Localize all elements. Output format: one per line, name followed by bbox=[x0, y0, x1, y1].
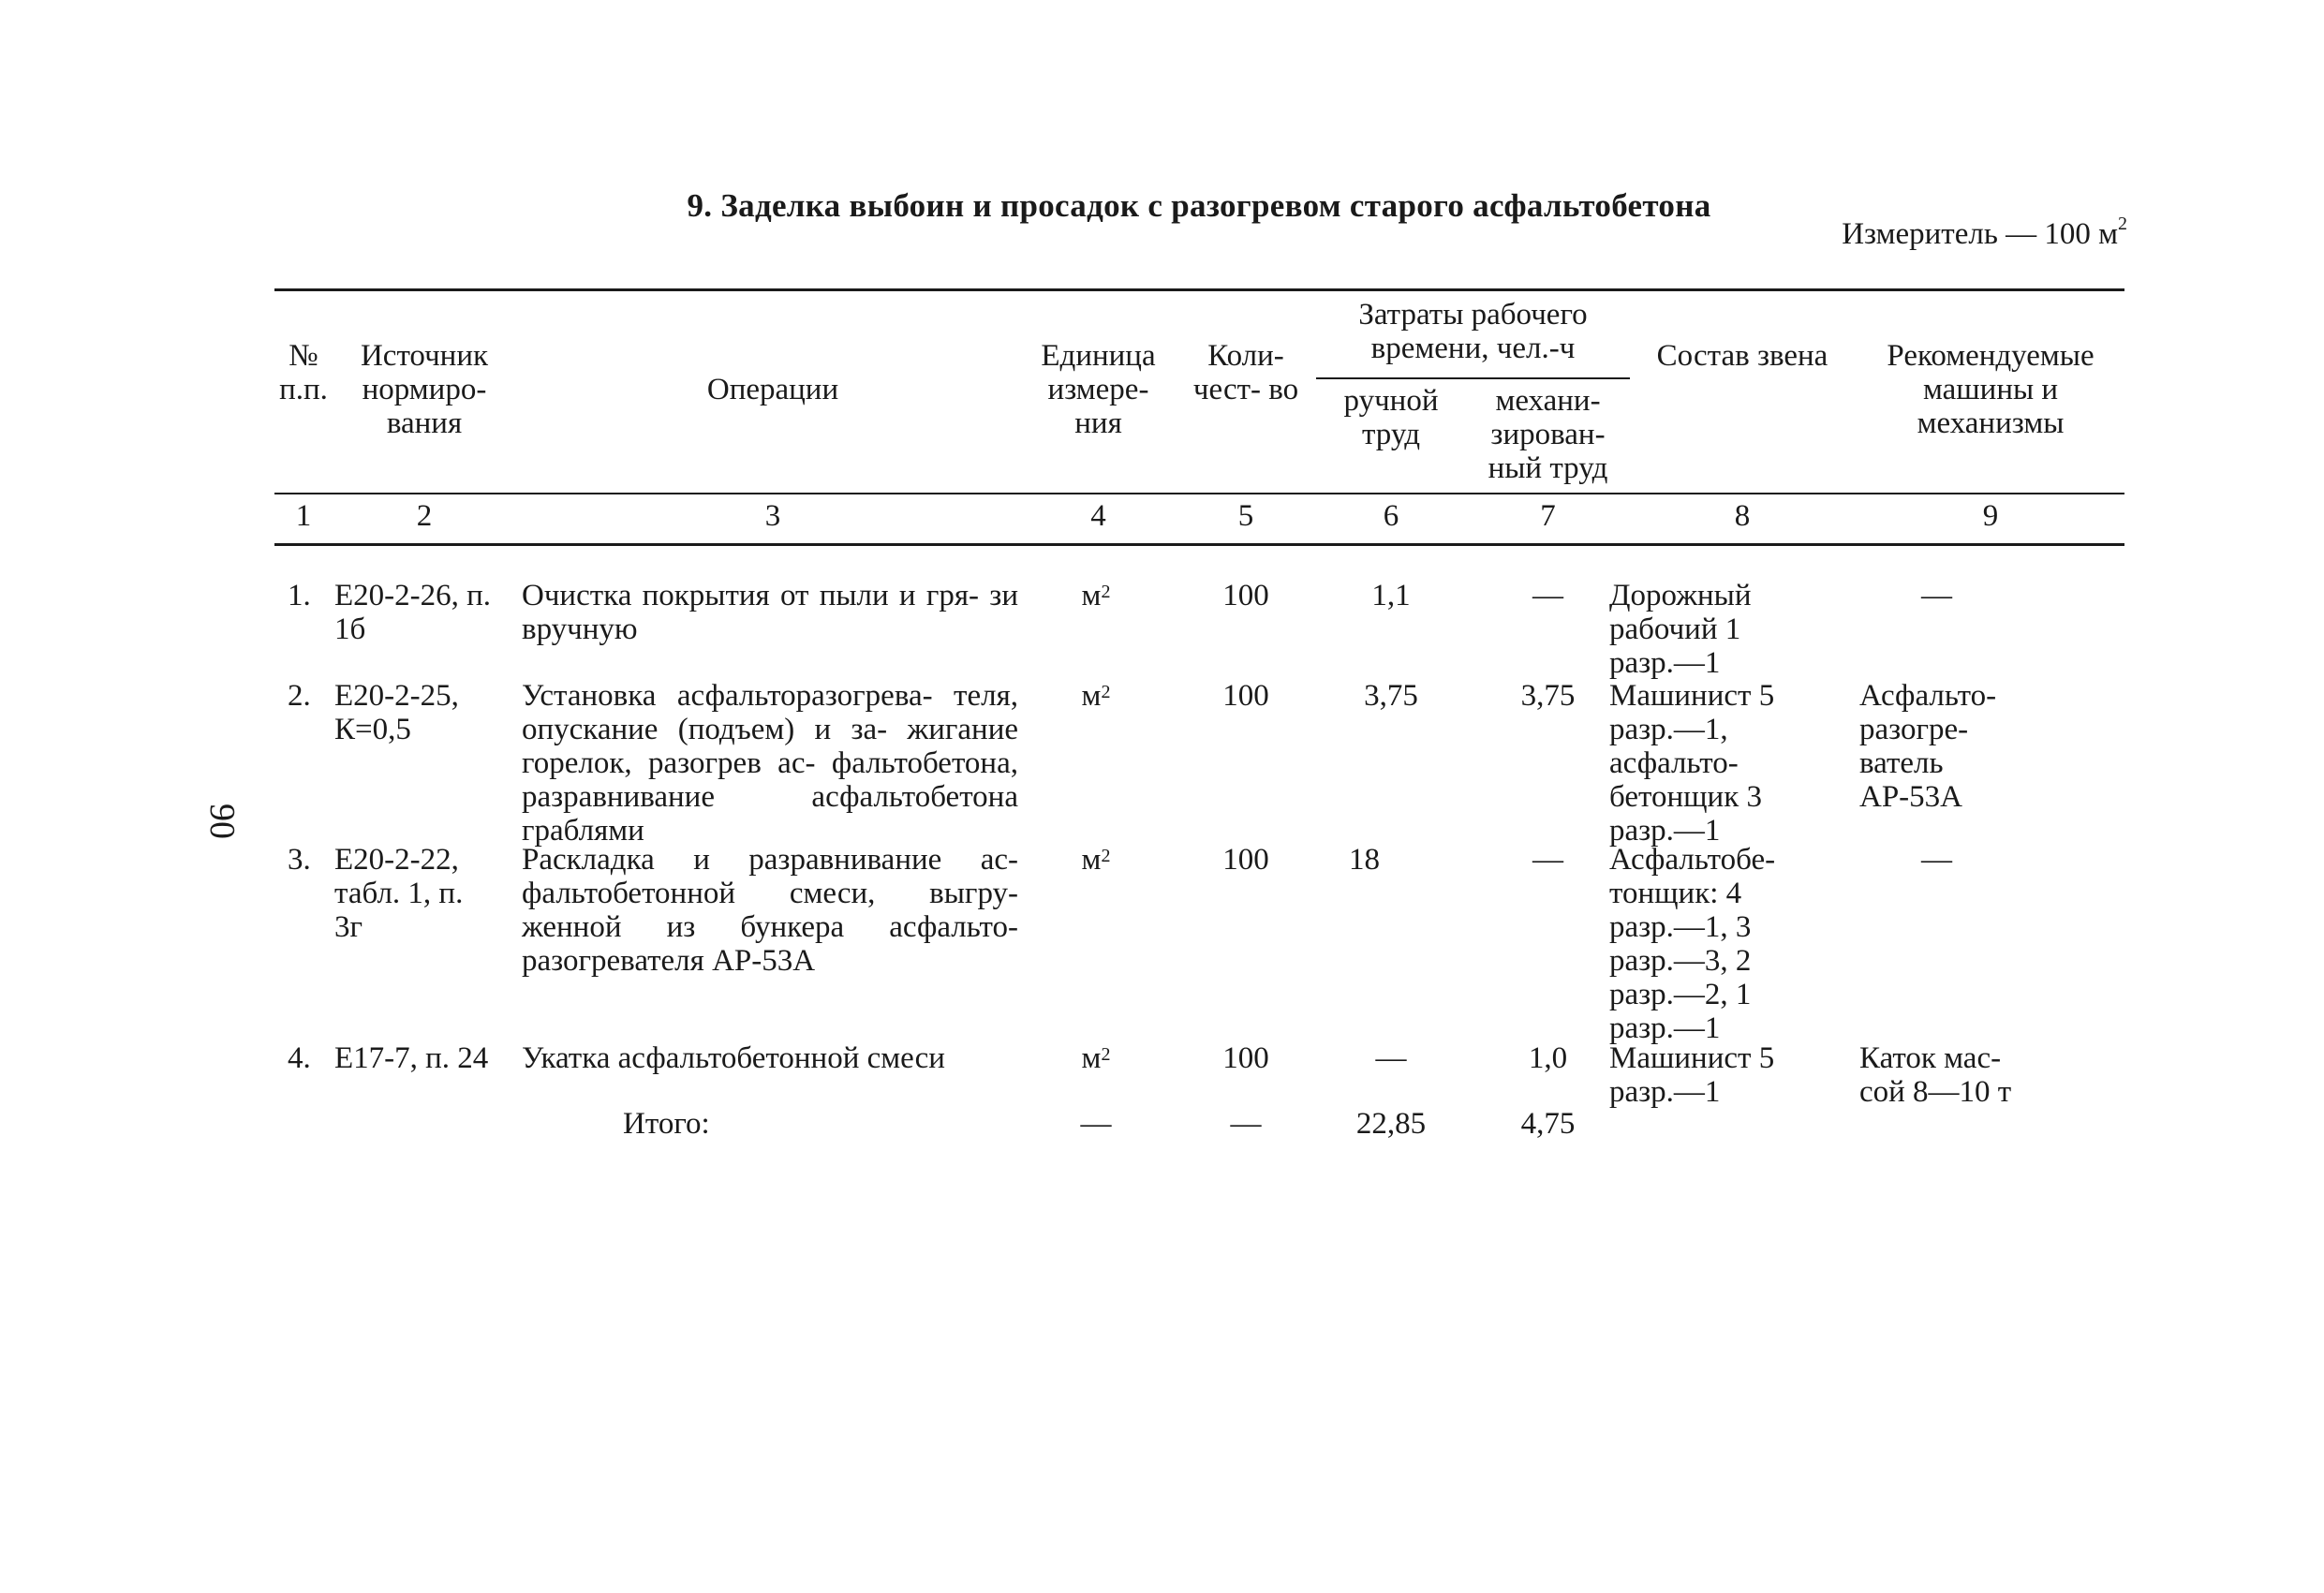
row-machines: Каток мас- сой 8—10 т bbox=[1859, 1041, 2012, 1109]
row-mech: — bbox=[1532, 843, 1563, 877]
row-mech: — bbox=[1532, 579, 1563, 612]
row-operation: Очистка покрытия от пыли и гря- зи вручную bbox=[522, 579, 1018, 646]
row-qty: 100 bbox=[1222, 679, 1269, 713]
row-operation: Установка асфальторазогрева- теля, опускание (подъем) и за- жигание горелок, разогрев ас- фальтобетона, разравнивание асфальтобетона граблями bbox=[522, 679, 1018, 848]
row-num: 4. bbox=[288, 1041, 311, 1075]
header-labor-group: Затраты рабочего времени, чел.-ч bbox=[1358, 298, 1588, 365]
row-qty: 100 bbox=[1222, 843, 1269, 877]
row-crew: Асфальтобе- тонщик: 4 разр.—1, 3 разр.—3, 2 разр.—2, 1 разр.—1 bbox=[1609, 843, 1776, 1045]
row-manual: 18 bbox=[1349, 843, 1380, 877]
row-unit: $м^2$ bbox=[1081, 679, 1111, 713]
col-number: 9 bbox=[1982, 499, 1999, 533]
row-source: Е20-2-26, п. 1б bbox=[334, 579, 492, 646]
row-source: Е20-2-25, К=0,5 bbox=[334, 679, 459, 746]
row-source: Е20-2-22, табл. 1, п. 3г bbox=[334, 843, 464, 944]
row-crew: Машинист 5 разр.—1 bbox=[1609, 1041, 1775, 1109]
table-top-rule bbox=[274, 288, 2124, 291]
row-unit: $м^2$ bbox=[1081, 579, 1111, 612]
total-mech: 4,75 bbox=[1520, 1107, 1576, 1141]
col-number: 5 bbox=[1237, 499, 1254, 533]
row-mech: 1,0 bbox=[1528, 1041, 1568, 1075]
row-machines: Асфальто- разогре- ватель АР-53А bbox=[1859, 679, 1997, 814]
header-num: № п.п. bbox=[279, 339, 328, 406]
total-label: Итого: bbox=[623, 1107, 710, 1141]
header-crew: Состав звена bbox=[1656, 339, 1828, 373]
row-manual: — bbox=[1375, 1041, 1407, 1075]
total-qty: — bbox=[1230, 1107, 1262, 1141]
col-number: 2 bbox=[416, 499, 433, 533]
header-manual: ручной труд bbox=[1343, 384, 1439, 451]
header-unit: Единица измере- ния bbox=[1041, 339, 1156, 440]
total-manual: 22,85 bbox=[1355, 1107, 1427, 1141]
row-mech: 3,75 bbox=[1520, 679, 1576, 713]
col-number: 8 bbox=[1734, 499, 1751, 533]
row-qty: 100 bbox=[1222, 1041, 1269, 1075]
row-crew: Дорожный рабочий 1 разр.—1 bbox=[1609, 579, 1752, 680]
col-number: 4 bbox=[1090, 499, 1106, 533]
col-number: 6 bbox=[1383, 499, 1399, 533]
row-manual: 3,75 bbox=[1364, 679, 1418, 713]
table-title: 9. Заделка выбоин и просадок с разогревом старого асфальтобетона bbox=[687, 187, 1711, 224]
row-qty: 100 bbox=[1222, 579, 1269, 612]
header-bottom-rule bbox=[274, 493, 2124, 494]
row-unit: $м^2$ bbox=[1081, 843, 1111, 877]
header-machines: Рекомендуемые машины и механизмы bbox=[1887, 339, 2095, 440]
header-source: Источник нормиро- вания bbox=[360, 339, 489, 440]
header-qty: Коли- чест- во bbox=[1192, 339, 1299, 406]
header-operations: Операции bbox=[706, 373, 839, 406]
row-num: 1. bbox=[288, 579, 311, 612]
col-number: 3 bbox=[764, 499, 781, 533]
labor-group-underline bbox=[1316, 377, 1630, 379]
row-operation: Раскладка и разравнивание ас- фальтобетонной смеси, выгру- женной из бункера асфальто- разогревателя АР-53А bbox=[522, 843, 1018, 978]
row-machines: — bbox=[1921, 843, 1952, 877]
row-source: Е17-7, п. 24 bbox=[334, 1041, 489, 1075]
row-unit: $м^2$ bbox=[1081, 1041, 1111, 1075]
measure-label: Измеритель — 100 $м^2$ bbox=[1842, 214, 2127, 251]
col-number: 7 bbox=[1540, 499, 1556, 533]
row-operation: Укатка асфальтобетонной смеси bbox=[522, 1041, 945, 1075]
row-crew: Машинист 5 разр.—1, асфальто- бетонщик 3 разр.—1 bbox=[1609, 679, 1775, 848]
col-number: 1 bbox=[295, 499, 312, 533]
page-number: 90 bbox=[202, 804, 242, 839]
row-manual: 1,1 bbox=[1371, 579, 1411, 612]
header-mech: механи- зирован- ный труд bbox=[1488, 384, 1608, 485]
row-num: 2. bbox=[288, 679, 311, 713]
total-unit: — bbox=[1080, 1107, 1112, 1141]
column-numbers-rule bbox=[274, 543, 2124, 546]
row-machines: — bbox=[1921, 579, 1952, 612]
row-num: 3. bbox=[288, 843, 311, 877]
